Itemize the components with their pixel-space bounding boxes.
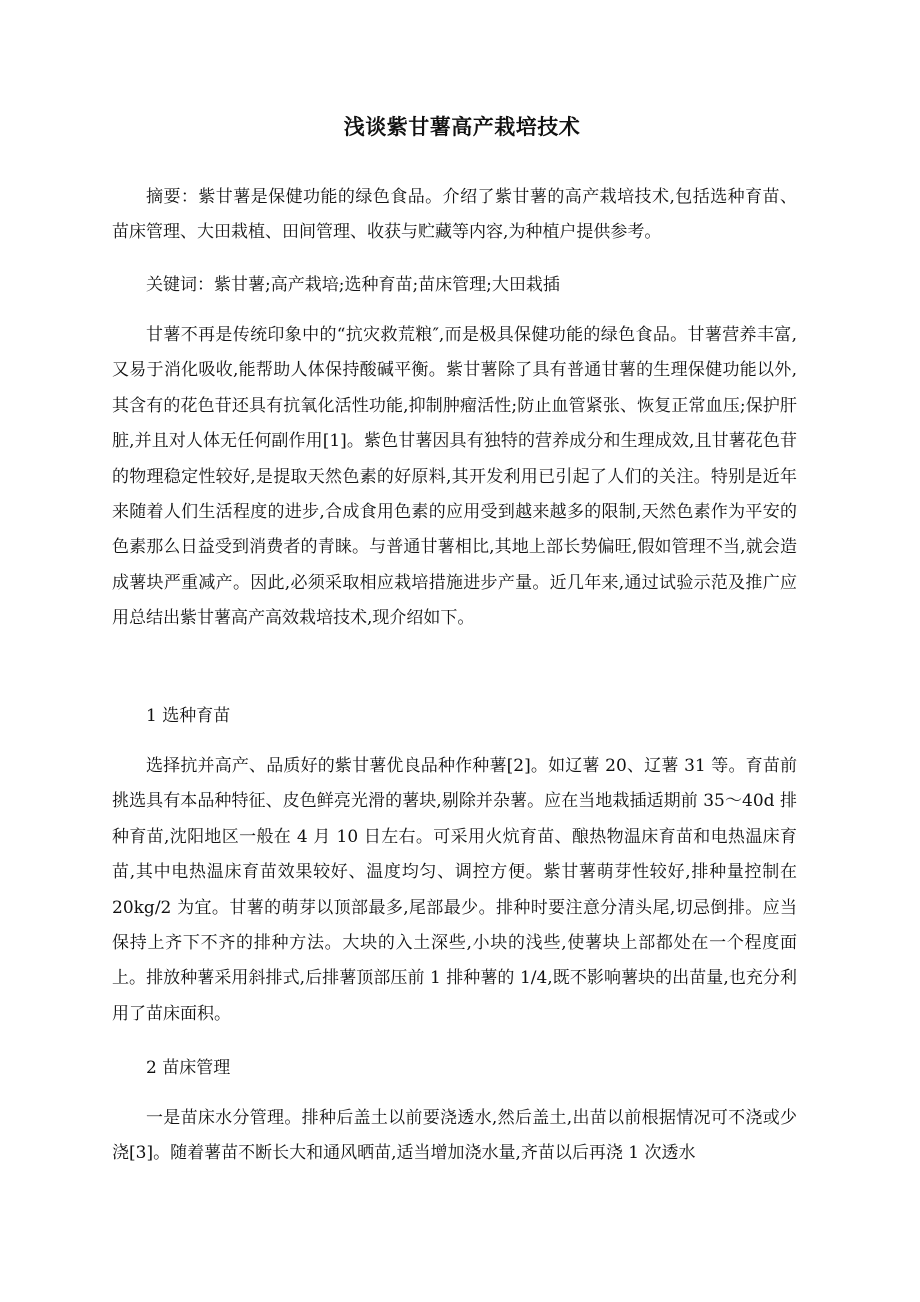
keywords-paragraph: 关键词：紫甘薯;高产栽培;选种育苗;苗床管理;大田栽插 <box>146 275 560 295</box>
section-1-body: 选择抗并高产、品质好的紫甘薯优良品种作种薯[2]。如辽薯 20、辽薯 31 等。育苗前挑选具有本品种特征、皮色鲜亮光滑的薯块,剔除并杂薯。应在当地栽插适期前 35～40d 排种育苗,沈阳地区一般在 4 月 10 日左右。可采用火炕育苗、酿热物温床育苗和电热温床育苗,其中电热温床育苗效果较好、温度均匀、调控方便。紫甘薯萌芽性较好,排种量控制在 20kg/2 为宜。甘薯的萌芽以顶部最多,尾部最少。排种时要注意分清头尾,切忌倒排。应当保持上齐下不齐的排种方法。大块的入土深些,小块的浅些,使薯块上部都处在一个程度面上。排放种薯采用斜排式,后排薯顶部压前 1 排种薯的 1/4,既不影响薯块的出苗量,也充分利用了苗床面积。 <box>112 756 797 1024</box>
page-title: 浅谈紫甘薯高产栽培技术 <box>343 115 581 139</box>
abstract-paragraph: 摘要：紫甘薯是保健功能的绿色食品。介绍了紫甘薯的高产栽培技术,包括选种育苗、苗床管理、大田栽植、田间管理、收获与贮藏等内容,为种植户提供参考。 <box>112 187 797 243</box>
section-2-heading: 2 苗床管理 <box>146 1058 231 1078</box>
section-2-body: 一是苗床水分管理。排种后盖土以前要浇透水,然后盖土,出苗以前根据情况可不浇或少浇[3]。随着薯苗不断长大和通风晒苗,适当增加浇水量,齐苗以后再浇 1 次透水 <box>112 1108 797 1164</box>
intro-paragraph: 甘薯不再是传统印象中的“抗灾救荒粮″,而是极具保健功能的绿色食品。甘薯营养丰富,又易于消化吸收,能帮助人体保持酸碱平衡。紫甘薯除了具有普通甘薯的生理保健功能以外,其含有的花色苷还具有抗氧化活性功能,抑制肿瘤活性;防止血管紧张、恢复正常血压;保护肝脏,并且对人体无任何副作用[1]。紫色甘薯因具有独特的营养成分和生理成效,且甘薯花色苷的物理稳定性较好,是提取天然色素的好原料,其开发利用已引起了人们的关注。特别是近年来随着人们生活程度的进步,合成食用色素的应用受到越来越多的限制,天然色素作为平安的色素那么日益受到消费者的青睐。与普通甘薯相比,其地上部长势偏旺,假如管理不当,就会造成薯块严重减产。因此,必须采取相应栽培措施进步产量。近几年来,通过试验示范及推广应用总结出紫甘薯高产高效栽培技术,现介绍如下。 <box>112 325 797 629</box>
section-1-heading: 1 选种育苗 <box>146 706 231 726</box>
